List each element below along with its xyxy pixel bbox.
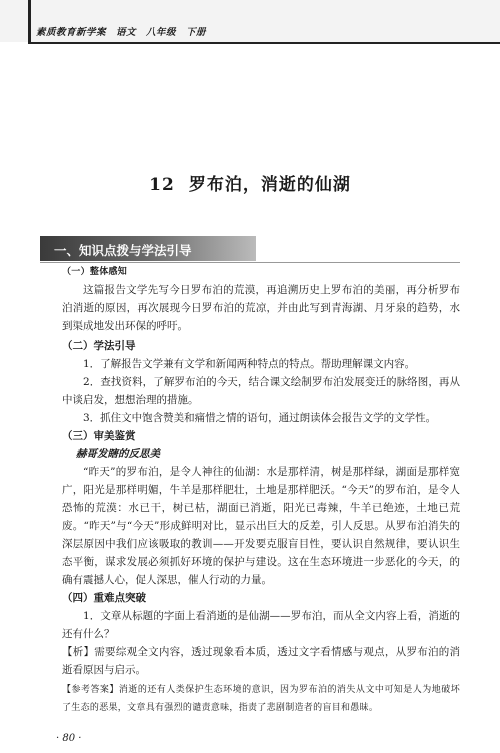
section-banner: [40, 236, 256, 261]
paragraph-aesthetic: “昨天”的罗布泊，是令人神往的仙湖：水是那样清，树是那样绿，湖面是那样宽广，阳光是那样明媚，牛羊是那样肥壮，土地是那样肥沃。“今天”的罗布泊，是令人恐怖的荒漠：水已干，树已枯，湖面已消逝，阳光已毒辣，牛羊已绝迹，土地已荒废。“昨天”与“今天”形成鲜明对比，显示出巨大的反差，引人反思。从罗布泊消失的深层原因中我们应该吸取的教训——开发要克服盲目性，要认识自然规律，要认识生态平衡，谋求发展必须抓好环境的保护与建设。这在生态环境进一步恶化的今天，的确有震撼人心，促人深思，催人行动的力量。: [62, 466, 460, 586]
subsection-heading-overall: （一）整体感知: [62, 267, 128, 277]
header-rule: [28, 42, 500, 44]
header-bar-decoration: [28, 0, 31, 42]
section-banner-text: 一、知识点拨与学法引导: [54, 243, 192, 258]
chapter-number: 12: [149, 175, 175, 195]
subsection-heading-key-points: （四）重难点突破: [62, 592, 146, 604]
running-header: [0, 0, 500, 42]
subsection-subheading-aesthetic: 赫哥发瞎的反思美: [76, 448, 160, 460]
running-header-text: 素质教育新学案 语文 八年级 下册: [36, 27, 207, 38]
reference-answer: 【参考答案】消逝的还有人类保护生态环境的意识，因为罗布泊的消失从文中可知是人为地破坏了生态的恶果，文章具有强烈的谴责意味，指责了悲剧制造者的盲目和愚昧。: [62, 685, 460, 713]
page-number: · 80 ·: [56, 733, 82, 744]
chapter-title-text: 罗布泊，消逝的仙湖: [188, 175, 351, 195]
list-item-method-1: 1．了解报告文学兼有文学和新闻两种特点的特点。帮助理解课文内容。: [83, 358, 416, 370]
question-1: 1．文章从标题的字面上看消逝的是仙湖——罗布泊，而从全文内容上看，消逝的还有什么？: [62, 610, 460, 640]
chapter-title: [0, 170, 500, 195]
subsection-heading-method: （二）学法引导: [62, 340, 136, 352]
subsection-heading-aesthetic: （三）审美鉴赏: [62, 430, 136, 442]
paragraph-overall: 这篇报告文学先写今日罗布泊的荒漠，再追溯历史上罗布泊的美丽，再分析罗布泊消逝的原因，再次展现今日罗布泊的荒凉，并由此写到青海湖、月牙泉的趋势，水到渠成地发出环保的呼吁。: [62, 284, 460, 332]
list-item-method-2: 2．查找资料，了解罗布泊的今天，结合课文绘制罗布泊发展变迁的脉络图，再从中谈启发，想想治理的措施。: [62, 376, 460, 406]
analysis-note: 【析】需要综观全文内容，透过现象看本质，透过文字看情感与观点，从罗布泊的消逝看原因与启示。: [62, 646, 460, 676]
list-item-method-3: 3．抓住文中饱含赞美和痛惜之情的语句，通过朗读体会报告文学的文学性。: [83, 412, 437, 424]
